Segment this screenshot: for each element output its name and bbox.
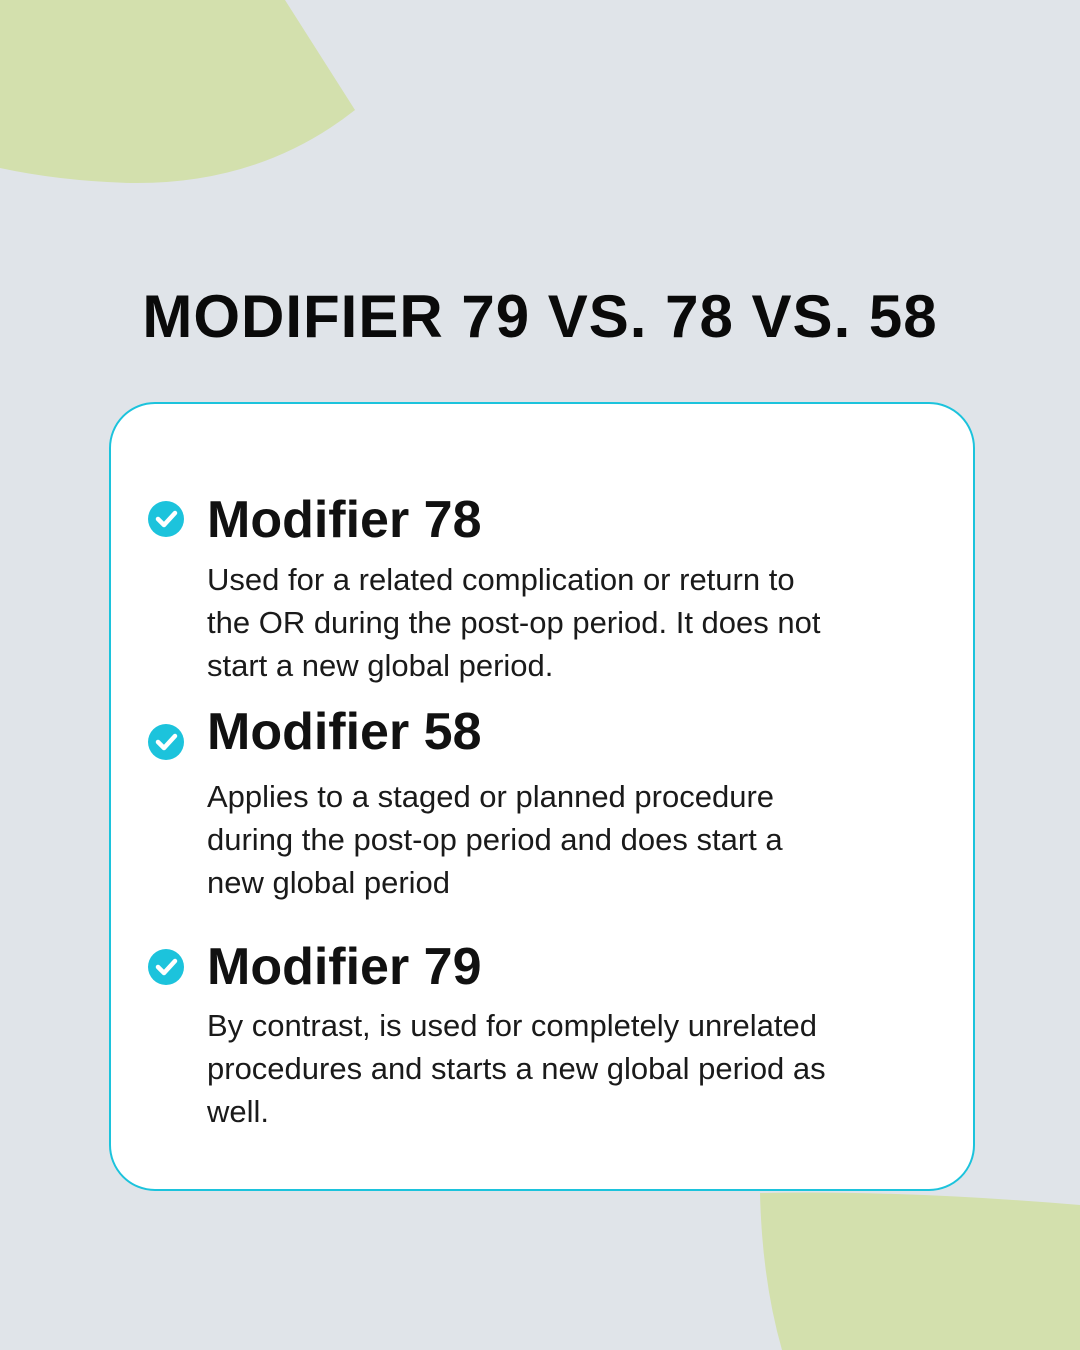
description-line: well. [207, 1094, 270, 1129]
item-description [207, 558, 821, 687]
description-line: new global period [207, 865, 451, 900]
content-card [109, 402, 975, 1191]
description-line: during the post-op period and does start a [207, 822, 783, 857]
item-description [207, 775, 783, 904]
item-heading: Modifier 79 [207, 938, 482, 996]
description-line: procedures and starts a new global period as [207, 1051, 826, 1086]
check-circle-icon [148, 724, 184, 760]
check-circle-icon [148, 949, 184, 985]
description-line: the OR during the post-op period. It does not [207, 605, 821, 640]
item-heading: Modifier 78 [207, 491, 482, 549]
description-line: start a new global period. [207, 648, 554, 683]
item-description [207, 1004, 826, 1133]
check-circle-icon [148, 501, 184, 537]
item-heading: Modifier 58 [207, 703, 482, 761]
bottom-right-blob [760, 1193, 1080, 1350]
description-line: Applies to a staged or planned procedure [207, 779, 775, 814]
top-left-blob [0, 0, 355, 183]
page-title: MODIFIER 79 VS. 78 VS. 58 [142, 283, 938, 350]
description-line: Used for a related complication or return to [207, 562, 795, 597]
description-line: By contrast, is used for completely unrelated [207, 1008, 817, 1043]
